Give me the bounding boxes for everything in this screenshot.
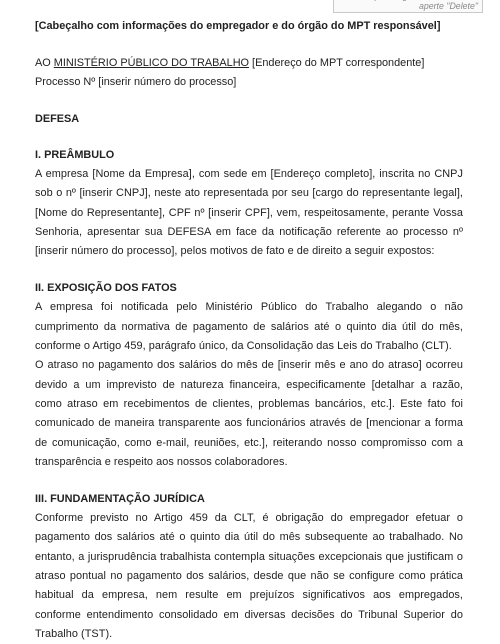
recipient-address: [Endereço do MPT correspondente] <box>249 57 425 69</box>
section-exposicao-dos-fatos <box>35 279 463 472</box>
section-preambulo <box>35 146 463 261</box>
document-title: DEFESA <box>35 113 80 125</box>
section-fundamentacao-juridica <box>35 490 463 644</box>
document-body <box>35 17 463 644</box>
document-header: [Cabeçalho com informações do empregador e do órgão do MPT responsável] <box>35 20 441 32</box>
section-paragraph: Conforme previsto no Artigo 459 da CLT, é obrigação do empregador efetuar o pagamento dos salários até o quinto dia útil do mês subsequente ao trabalhado. No entanto, a jurisprudência trabalhista contempla situações excepcionais que justificam o atraso pontual no pagamento dos salários, desde que não se configure como prática habitual da empresa, nem resulte em prejuízos significativos aos empregados, conforme entendimento consolidado em diversas decisões do Tribunal Superior do Trabalho (TST). <box>35 512 463 640</box>
section-paragraph: O atraso no pagamento dos salários do mês de [inserir mês e ano do atraso] ocorreu devido a um imprevisto de natureza financeira, especificamente [detalhar a razão, como atraso em recebimentos de clientes, problemas bancários, etc.]. Este fato foi comunicado de maneira transparente aos funcionários através de [mencionar a forma de comunicação, como e-mail, reuniões, etc.], reiterando nosso compromisso com a transparência e respeito aos nossos colaboradores. <box>35 359 463 468</box>
section-title: III. FUNDAMENTAÇÃO JURÍDICA <box>35 493 205 506</box>
address-line <box>35 54 463 73</box>
section-title: I. PREÂMBULO <box>35 149 115 161</box>
address-block <box>35 54 463 92</box>
section-paragraph: A empresa foi notificada pelo Ministério Público do Trabalho alegando o não cumprimento da normativa de pagamento de salários até o quinto dia útil do mês, conforme o Artigo 459, parágrafo único, da Consolidação das Leis do Trabalho (CLT). <box>35 301 463 353</box>
instruction-note <box>333 0 483 13</box>
address-prefix: AO <box>35 57 54 69</box>
instruction-note-line-2: aperte "Delete" <box>418 0 478 11</box>
recipient-name: MINISTÉRIO PÚBLICO DO TRABALHO <box>53 57 250 69</box>
process-number: Processo Nº [inserir número do processo] <box>35 76 237 88</box>
section-paragraph: A empresa [Nome da Empresa], com sede em [Endereço completo], inscrita no CNPJ sob o nº [inserir CNPJ], neste ato representada por seu [cargo do representante legal], [Nome do Representante], CPF nº [inserir CPF], vem, respeitosamente, perante Vossa Senhoria, apresentar sua DEFESA em face da notificação referente ao processo nº [inserir número do processo], pelos motivos de fato e de direito a seguir expostos: <box>35 168 463 258</box>
section-title: II. EXPOSIÇÃO DOS FATOS <box>35 282 177 295</box>
